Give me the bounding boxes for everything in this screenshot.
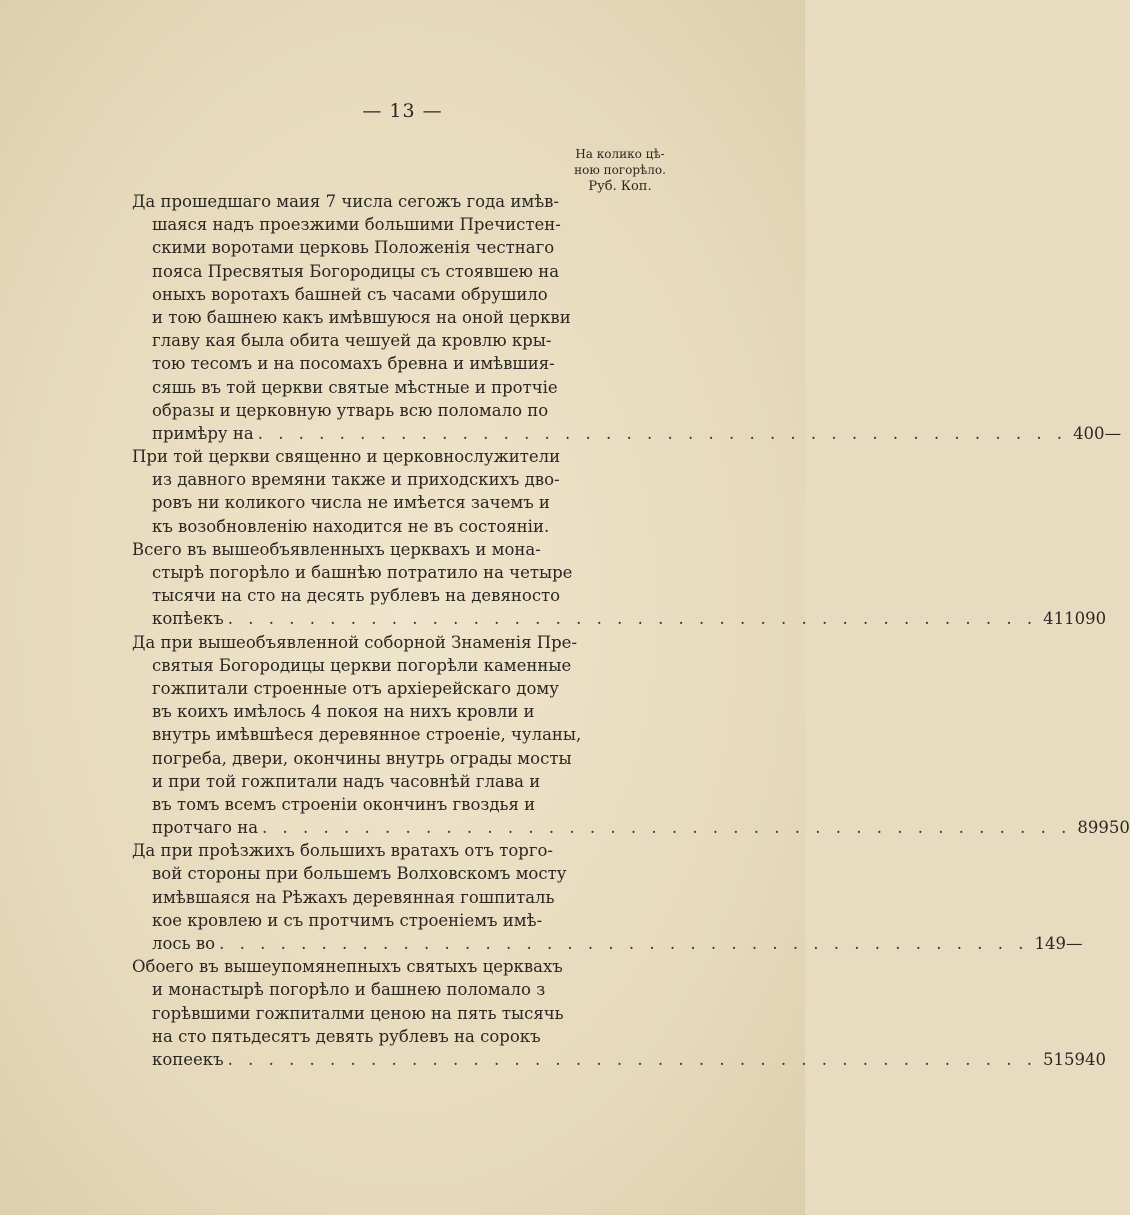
entry-line: на сто пятьдесятъ девять рублевъ на сорокъ [152, 1026, 541, 1046]
entry-line: пояса Пресвятыя Богородицы съ стоявшею на [152, 261, 560, 281]
entry-line: гожпитали строенные отъ архіерейскаго дому [152, 678, 559, 698]
entry-line: кое кровлею и съ протчимъ строеніемъ имѣ- [152, 910, 543, 930]
entry-line: святыя Богородицы церкви погорѣли каменные [152, 655, 572, 675]
entry-line: тою тесомъ и на посомахъ бревна и имѣвшия- [152, 354, 555, 374]
entry-total-line [132, 932, 1083, 955]
amount-rubles: 149 [1034, 934, 1066, 953]
entry-total-line [132, 816, 1130, 839]
entry-line: главу кая была обита чешуей да кровлю кры- [152, 331, 552, 351]
entry-line: горѣвшими гожпиталми ценою на пять тысячь [152, 1003, 564, 1023]
entry-total-text: протчаго на [152, 818, 259, 838]
amount-rubles: 400 [1073, 423, 1105, 443]
entry-line: оныхъ воротахъ башней съ часами обрушило [152, 284, 548, 304]
amount-kopecks: — [1104, 423, 1122, 443]
entry-line: въ томъ всемъ строеніи окончинъ гвоздья и [152, 794, 536, 814]
entry-line: из давного времяни также и приходскихъ дво- [152, 470, 560, 490]
entry-line: въ коихъ имѣлось 4 покоя на нихъ кровли и [152, 702, 535, 722]
entry-first-line: Обоего въ вышеупомянепныхъ святыхъ церквахъ [132, 957, 563, 977]
ledger-entry [132, 190, 1122, 445]
entry-total-text: копеекъ [152, 1049, 224, 1069]
entry-line: шаяся надъ проезжими большими Пречистен- [152, 215, 561, 235]
ledger-entry [132, 839, 1083, 955]
leader-dots: . . . . . . . . . . . . . . . . . . . . . . . . . . . . . . . . . . . . . . . . [227, 1049, 1037, 1069]
entry-total-text: лось во [152, 934, 216, 953]
entry-line: ровъ ни коликого числа не имѣется зачемъ и [152, 493, 550, 513]
entry-line: имѣвшаяся на Рѣжахъ деревянная гошпиталь [152, 887, 555, 907]
entry-total-line [132, 1048, 1106, 1071]
amount-kopecks: — [1065, 934, 1083, 953]
leader-dots: . . . . . . . . . . . . . . . . . . . . . . . . . . . . . . . . . . . . . . . . [227, 609, 1038, 629]
page-number: — 13 — [362, 100, 443, 122]
amount-rubles: 5159 [1042, 1049, 1085, 1069]
entry-total-line [132, 422, 1122, 445]
entry-total-text: копѣекъ [152, 609, 224, 629]
leader-dots: . . . . . . . . . . . . . . . . . . . . . . . . . . . . . . . . . . . . . . . . [262, 818, 1072, 838]
entry-line: и при той гожпитали надъ часовнѣй глава и [152, 771, 541, 791]
amount-kopecks: 90 [1085, 609, 1107, 629]
ledger-entries [132, 190, 1130, 1071]
entry-first-line: Да при проѣзжихъ большихъ вратахъ отъ торго- [132, 841, 553, 861]
entry-first-line: При той церкви священно и церковнослужители [132, 447, 561, 467]
entry-total-text: примѣру на [152, 423, 254, 443]
entry-line: образы и церковную утварь всю поломало по [152, 400, 549, 420]
amount-kopecks: 40 [1084, 1049, 1106, 1069]
entry-line: сяшь въ той церкви святые мѣстные и протчіе [152, 377, 558, 397]
entry-line: къ возобновленію находится не въ состояніи. [152, 516, 550, 536]
entry-line: и тою башнею какъ имѣвшуюся на оной церкви [152, 307, 571, 327]
entry-line: тысячи на сто на десять рублевъ на девяносто [152, 586, 561, 606]
entry-first-line: Да при вышеобъявленной соборной Знаменія Пре- [132, 632, 578, 652]
column-header [560, 146, 680, 195]
ledger-entry [132, 631, 1130, 840]
entry-total-line [132, 607, 1107, 630]
amount-kopecks: 50 [1108, 818, 1130, 838]
entry-first-line: Да прошедшаго маия 7 числа сегожъ года имѣв- [132, 192, 560, 211]
entry-line: скими воротами церковь Положенія честнаго [152, 238, 555, 258]
entry-line: и монастырѣ погорѣло и башнею поломало з [152, 980, 546, 1000]
column-header-units: Руб. Коп. [588, 179, 652, 194]
leader-dots: . . . . . . . . . . . . . . . . . . . . . . . . . . . . . . . . . . . . . . . . [219, 934, 1029, 953]
ledger-entry [132, 445, 672, 538]
ledger-entry [132, 955, 1106, 1071]
column-header-line2: ною погорѣло. [574, 163, 666, 177]
ledger-entry [132, 538, 1107, 631]
entry-line: вой стороны при большемъ Волховскомъ мосту [152, 864, 567, 884]
leader-dots: . . . . . . . . . . . . . . . . . . . . . . . . . . . . . . . . . . . . . . . . [257, 423, 1068, 443]
amount-rubles: 4110 [1043, 609, 1086, 629]
column-header-line1: На колико цѣ- [575, 147, 665, 161]
entry-line: стырѣ погорѣло и башнѣю потратило на четыре [152, 563, 573, 582]
entry-line: погреба, двери, окончины внутрь ограды мосты [152, 748, 572, 768]
entry-line: внутрь имѣвшѣеся деревянное строеніе, чуланы, [152, 725, 582, 745]
amount-rubles: 899 [1077, 818, 1109, 838]
entry-first-line: Всего въ вышеобъявленныхъ церквахъ и мона- [132, 539, 541, 559]
